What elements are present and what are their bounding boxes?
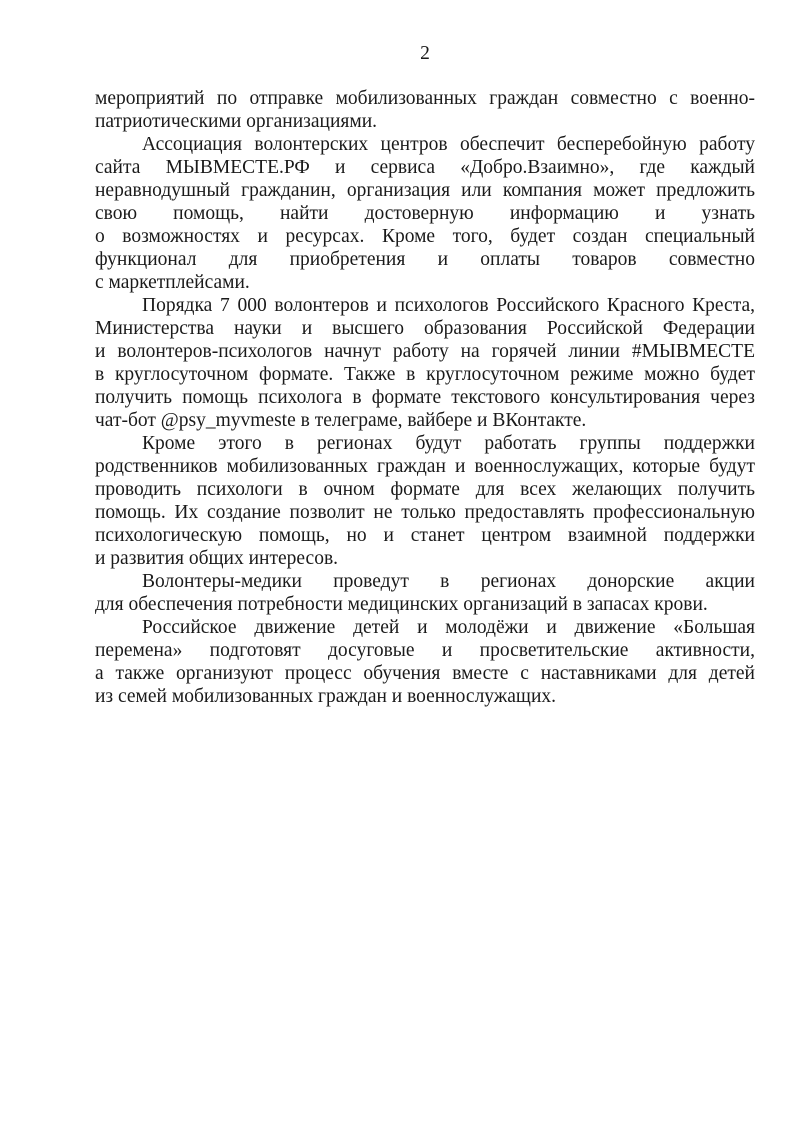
text-line: сайта МЫВМЕСТЕ.РФ и сервиса «Добро.Взаимно», где каждый [95, 157, 755, 178]
text-line: а также организуют процесс обучения вместе с наставниками для детей [95, 663, 755, 684]
text-line: и развития общих интересов. [95, 548, 339, 569]
page-number: 2 [420, 43, 430, 64]
text-line: функционал для приобретения и оплаты товаров совместно [95, 249, 755, 270]
text-line: в круглосуточном формате. Также в круглосуточном режиме можно будет [95, 364, 755, 385]
text-line: родственников мобилизованных граждан и военнослужащих, которые будут [95, 456, 755, 477]
text-line: перемена» подготовят досуговые и просветительские активности, [95, 640, 755, 661]
text-line: помощь. Их создание позволит не только предоставлять профессиональную [95, 502, 755, 523]
text-line: свою помощь, найти достоверную информацию и узнать [95, 203, 755, 224]
text-line: получить помощь психолога в формате текстового консультирования через [95, 387, 755, 408]
text-line: Волонтеры-медики проведут в регионах донорские акции [142, 571, 755, 592]
text-line: о возможностях и ресурсах. Кроме того, будет создан специальный [95, 226, 755, 247]
text-line: для обеспечения потребности медицинских организаций в запасах крови. [95, 594, 708, 615]
text-line: мероприятий по отправке мобилизованных граждан совместно с военно- [95, 88, 755, 109]
text-line: Ассоциация волонтерских центров обеспечит бесперебойную работу [142, 134, 755, 155]
text-line: Кроме этого в регионах будут работать группы поддержки [142, 433, 755, 454]
text-line: и волонтеров-психологов начнут работу на горячей линии #МЫВМЕСТЕ [95, 341, 755, 362]
document-body [95, 87, 755, 708]
text-line: психологическую помощь, но и станет центром взаимной поддержки [95, 525, 755, 546]
text-line: из семей мобилизованных граждан и военнослужащих. [95, 686, 557, 707]
text-line: патриотическими организациями. [95, 111, 378, 132]
text-line: чат-бот @psy_myvmeste в телеграме, вайбере и ВКонтакте. [95, 410, 587, 431]
text-line: Министерства науки и высшего образования Российской Федерации [95, 318, 755, 339]
text-line: Порядка 7 000 волонтеров и психологов Российского Красного Креста, [142, 295, 755, 316]
text-line: проводить психологи в очном формате для всех желающих получить [95, 479, 755, 500]
text-line: Российское движение детей и молодёжи и движение «Большая [142, 617, 755, 638]
text-line: с маркетплейсами. [95, 272, 250, 293]
text-line: неравнодушный гражданин, организация или компания может предложить [95, 180, 755, 201]
